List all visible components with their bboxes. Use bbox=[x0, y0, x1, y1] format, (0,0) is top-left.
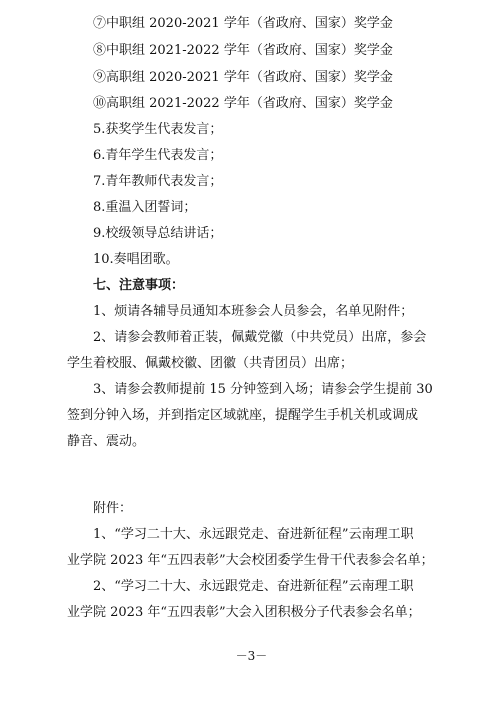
page-number: －3－ bbox=[235, 649, 268, 663]
agenda-item: 10.奏唱团歌。 bbox=[93, 252, 179, 267]
agenda-item: 9.校级领导总结讲话； bbox=[93, 226, 223, 241]
attachment-1-line-2: 业学院 2023 年“五四表彰”大会校团委学生骨干代表参会名单； bbox=[67, 553, 434, 568]
note-2-line-2: 学生着校服、佩戴校徽、团徽（共青团员）出席； bbox=[67, 356, 354, 371]
note-3-line-2: 签到分钟入场，并到指定区域就座，提醒学生手机关机或调成 bbox=[67, 408, 419, 423]
note-3-line-1: 3、请参会教师提前 15 分钟签到入场；请参会学生提前 30 bbox=[93, 382, 433, 397]
attachment-2-line-2: 业学院 2023 年“五四表彰”大会入团积极分子代表参会名单； bbox=[67, 605, 421, 620]
award-item: ⑩高职组 2021-2022 学年（省政府、国家）奖学金 bbox=[93, 96, 393, 111]
note-3-line-3: 静音、震动。 bbox=[67, 434, 146, 449]
award-item: ⑨高职组 2020-2021 学年（省政府、国家）奖学金 bbox=[93, 70, 393, 85]
note-2-line-1: 2、请参会教师着正装，佩戴党徽（中共党员）出席，参会 bbox=[93, 330, 427, 345]
agenda-item: 6.青年学生代表发言； bbox=[93, 148, 223, 163]
attachment-2-line-1: 2、“学习二十大、永远跟党走、奋进新征程”云南理工职 bbox=[93, 579, 414, 594]
note-1: 1、烦请各辅导员通知本班参会人员参会，名单见附件； bbox=[93, 304, 414, 319]
award-item: ⑧中职组 2021-2022 学年（省政府、国家）奖学金 bbox=[93, 43, 393, 58]
agenda-item: 7.青年教师代表发言； bbox=[93, 174, 223, 189]
award-item: ⑦中职组 2020-2021 学年（省政府、国家）奖学金 bbox=[93, 16, 393, 31]
attachment-1-line-1: 1、“学习二十大、永远跟党走、奋进新征程”云南理工职 bbox=[93, 527, 414, 542]
attachments-heading: 附件： bbox=[93, 501, 133, 516]
agenda-item: 8.重温入团誓词； bbox=[93, 200, 197, 215]
notes-heading: 七、注意事项： bbox=[93, 278, 185, 293]
agenda-item: 5.获奖学生代表发言； bbox=[93, 122, 223, 137]
